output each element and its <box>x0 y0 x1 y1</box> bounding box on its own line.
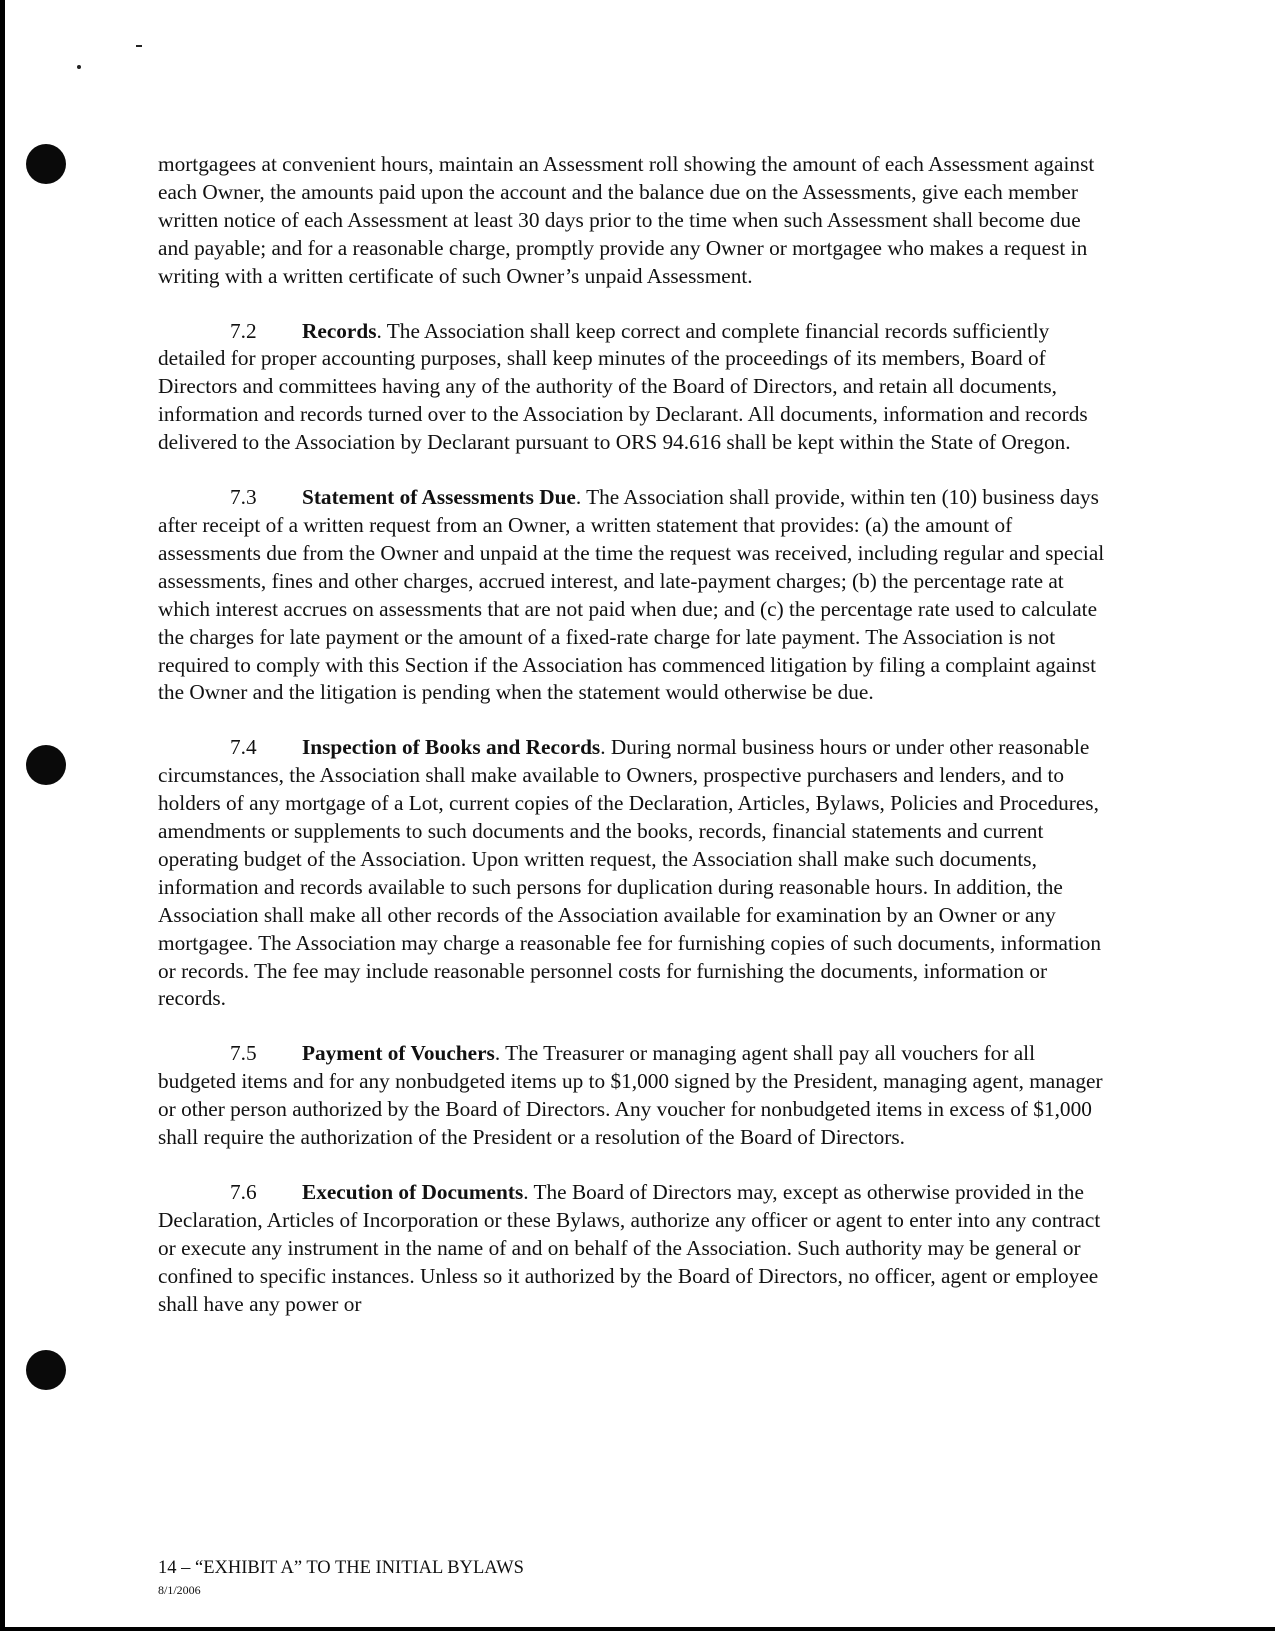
section-body: . The Association shall provide, within ten (10) business days after receipt of a written request from an Owner, a written statement that provides: (a) the amount of assessments due from the Owner and unpaid at the time the request was received, including regular and special assessments, fines and other charges, accrued interest, and late-payment charges; (b) the percentage rate at which interest accrues on assessments that are not paid when due; and (c) the percentage rate used to calculate the charges for late payment or the amount of a fixed-rate charge for late payment. The Association is not required to comply with this Section if the Association has commenced litigation by filing a complaint against the Owner and the litigation is pending when the statement would otherwise be due. <box>158 485 1105 705</box>
section-7-2 <box>158 318 1113 458</box>
section-title: Inspection of Books and Records <box>302 735 601 760</box>
section-number: 7.2 <box>230 318 257 343</box>
intro-paragraph: mortgagees at convenient hours, maintain an Assessment roll showing the amount of each Assessment against each Owner, the amounts paid upon the account and the balance due on the Assessments, give each member written notice of each Assessment at least 30 days prior to the time when such Assessment shall become due and payable; and for a reasonable charge, promptly provide any Owner or mortgagee who makes a request in writing with a written certificate of such Owner’s unpaid Assessment. <box>158 152 1095 288</box>
section-body: . During normal business hours or under other reasonable circumstances, the Association shall make available to Owners, prospective purchasers and lenders, and to holders of any mortgage of a Lot, current copies of the Declaration, Articles, Bylaws, Policies and Procedures, amendments or supplements to such documents and the books, records, financial statements and current operating budget of the Association. Upon written request, the Association shall make such documents, information and records available to such persons for duplication during reasonable hours. In addition, the Association shall make all other records of the Association available for examination by an Owner or any mortgagee. The Association may charge a reasonable fee for furnishing copies of such documents, information or records. The fee may include reasonable personnel costs for furnishing the documents, information or records. <box>158 735 1102 1011</box>
footer-page-label: 14 – “EXHIBIT A” TO THE INITIAL BYLAWS <box>158 1558 524 1578</box>
section-body: . The Board of Directors may, except as otherwise provided in the Declaration, Articles of Incorporation or these Bylaws, authorize any officer or agent to enter into any contract or execute any instrument in the name of and on behalf of the Association. Such authority may be general or confined to specific instances. Unless so it authorized by the Board of Directors, no officer, agent or employee shall have any power or <box>158 1180 1101 1316</box>
document-body <box>158 151 1113 1346</box>
section-body: . The Association shall keep correct and complete financial records sufficiently detailed for proper accounting purposes, shall keep minutes of the proceedings of its members, Board of Directors and committees having any of the authority of the Board of Directors, and retain all documents, information and records turned over to the Association by Declarant. All documents, information and records delivered to the Association by Declarant pursuant to ORS 94.616 shall be kept within the State of Oregon. <box>158 318 1088 455</box>
section-number: 7.6 <box>230 1180 257 1204</box>
section-title: Execution of Documents <box>302 1180 524 1204</box>
punch-hole-bottom <box>26 1350 66 1390</box>
scan-speck <box>77 65 81 69</box>
section-title: Payment of Vouchers <box>302 1041 495 1066</box>
section-title: Records <box>302 318 377 343</box>
scan-edge-bottom <box>0 1627 1275 1631</box>
section-number: 7.3 <box>230 485 257 510</box>
scan-speck <box>136 45 142 47</box>
punch-hole-middle <box>26 745 66 785</box>
section-title: Statement of Assessments Due <box>302 485 576 510</box>
punch-hole-top <box>26 144 66 184</box>
section-7-4 <box>158 734 1113 1013</box>
page-footer <box>158 1557 524 1597</box>
section-number: 7.5 <box>230 1041 257 1066</box>
section-7-3 <box>158 484 1113 707</box>
section-body: . The Treasurer or managing agent shall pay all vouchers for all budgeted items and for any nonbudgeted items up to $1,000 signed by the President, managing agent, manager or other person authorized by the Board of Directors. Any voucher for nonbudgeted items in excess of $1,000 shall require the authorization of the President or a resolution of the Board of Directors. <box>158 1041 1103 1150</box>
section-7-5 <box>158 1040 1113 1152</box>
footer-date: 8/1/2006 <box>158 1583 201 1597</box>
section-number: 7.4 <box>230 735 257 760</box>
section-7-6 <box>158 1179 1113 1319</box>
